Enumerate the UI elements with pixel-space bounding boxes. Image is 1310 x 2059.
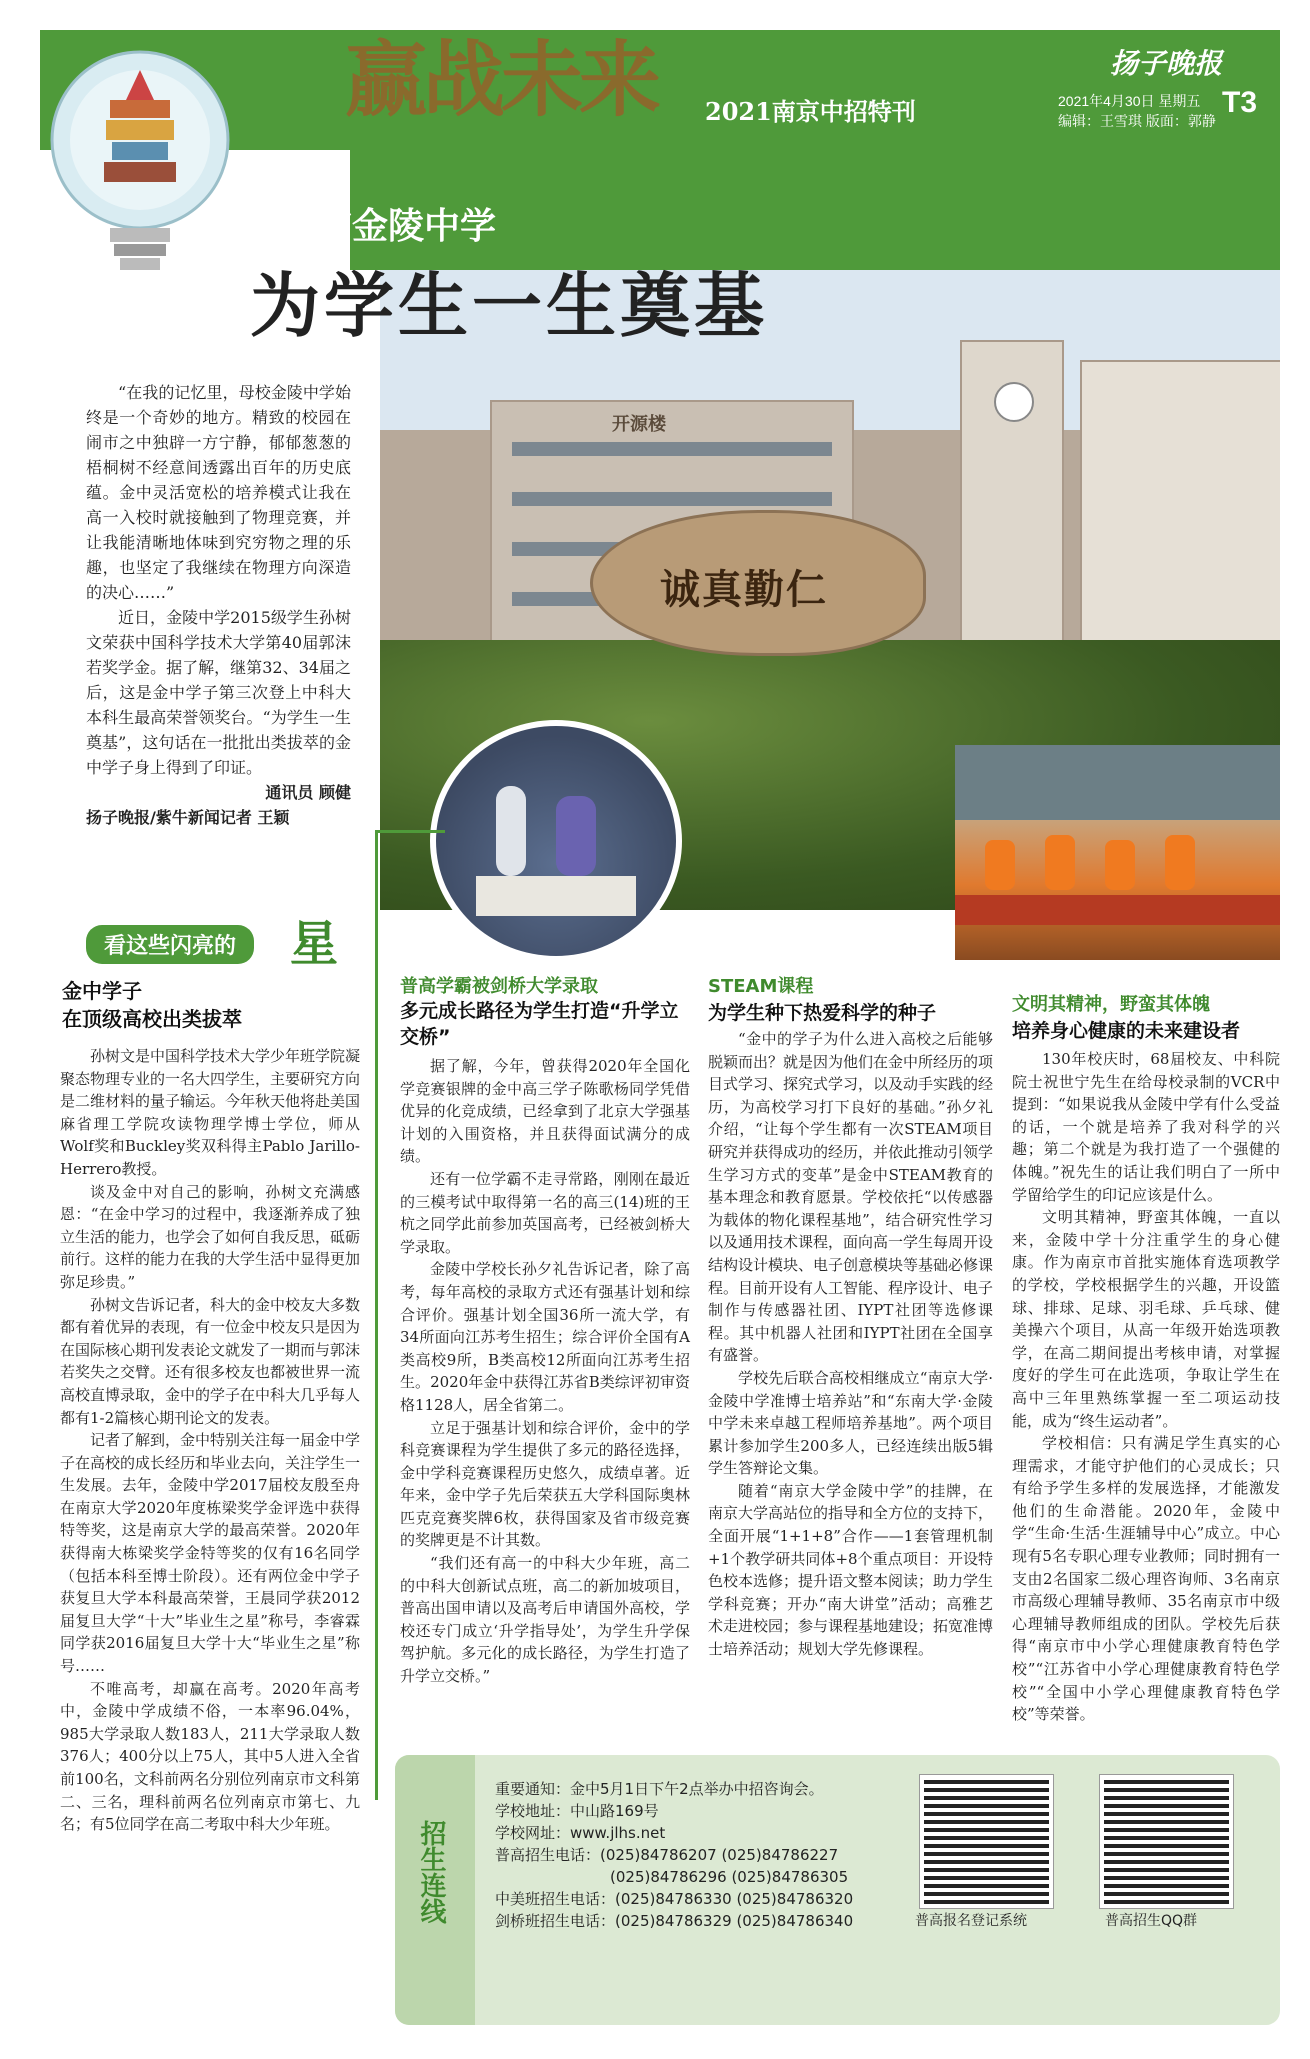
right-building [1080,360,1280,644]
headline: 为学生一生奠基 [250,265,768,347]
sino-us-phone-line: 中美班招生电话：(025)84786330 (025)84786320 [495,1890,854,1908]
school-name: 南京市金陵中学 [244,205,497,247]
editors-line: 编辑：王雪琪 版面：郭静 [1058,113,1216,129]
lead-section [86,380,351,830]
dragon-boat-photo [955,745,1280,960]
civil-paragraph: 文明其精神，野蛮其体魄，一直以来，金陵中学十分注重学生的身心健康。作为南京市首批实施体育选项教学的学校，学校根据学生的兴趣，开设篮球、排球、足球、羽毛球、乒乓球、健美操六个项目，从高一年级开始选项教学，在高二期间提出考核申请，对掌握度好的学生可在此选项，争取让学生在高中三年里熟练掌握一至二项运动技能，成为“终生运动者”。 [1012,1208,1280,1430]
date-line: 2021年4月30日 星期五 [1058,93,1201,109]
cambridge-kicker: 普高学霸被剑桥大学录取 [400,976,598,997]
qr-code-registration[interactable] [920,1775,1053,1908]
special-issue-title: 2021南京中招特刊 [705,97,916,126]
qr-code-qq-group[interactable] [1100,1775,1233,1908]
notice-line: 重要通知：金中5月1日下午2点举办中招咨询会。 [495,1780,824,1798]
steam-paragraph: 学校先后联合高校相继成立“南京大学·金陵中学准博士培养站”和“东南大学·金陵中学未来卓越工程师培养基地”。两个项目累计参加学生200多人，已经连续出版5辑学生答辩论文集。 [708,1368,993,1478]
star-subtitle-1: 金中学子 [62,979,142,1003]
cambridge-paragraph: “我们还有高一的中科大少年班，高二的中科大创新试点班，高二的新加坡项目，普高出国申请以及高考后申请国外高校，学校还专门成立‘升学指导处’，为学生升学保驾护航。多元化的成长路径，为学生打造了升学立交桥。” [400,1554,690,1686]
admissions-side-label: 招生连线 [416,1820,446,1924]
calligraphy-title: 赢战未来 [345,32,658,128]
star-paragraph: 不唯高考，却赢在高考。2020年高考中，金陵中学成绩不俗，一本率96.04%，985大学录取人数183人，211大学录取人数376人；400分以上75人，其中5人进入全省前100名，文科前两名分别位列南京市文科第二、三名，理科前两名位列南京市第七、九名；有5位同学在高二考取中科大少年班。 [60,1679,360,1834]
cambridge-title: 多元成长路径为学生打造“升学立交桥” [400,1000,679,1048]
paper-logo: 扬子晚报 [1110,47,1223,80]
robotics-photo [430,720,682,962]
steam-paragraph: “金中的学子为什么进入高校之后能够脱颖而出？就是因为他们在金中所经历的项目式学习、探究式学习，以及动手实践的经历，为高校学习打下良好的基础。”孙夕礼介绍，“让每个学生都有一次STEAM项目研究并获得成功的经历，并依此推动引领学生学习方式的变革”是金中STEAM教育的基本理念和教育愿景。学校依托“以传感器为载体的物化课程基地”，结合研究性学习以及通用技术课程，面向高一学生每周开设结构设计模块、电子创意模块等基础必修课程。目前开设有人工智能、程序设计、电子制作与传感器社团、IYPT社团等选修课程。其中机器人社团和IYPT社团在全国享有盛誉。 [708,1030,994,1365]
steam-paragraph: 随着“南京大学金陵中学”的挂牌，在南京大学高站位的指导和全方位的支持下，全面开展“1+1+8”合作——1套管理机制+1个教学研共同体+8个重点项目：开设特色校本选修；提升语文整本阅读；助力学生学科竞赛；开办“南大讲堂”活动；高雅艺术走进校园；参与课程基地建设；拓宽准博士培养活动；规划大学先修课程。 [708,1481,994,1659]
qr-caption-registration: 普高报名登记系统 [915,1913,1027,1929]
general-phone-line-2: (025)84786296 (025)84786305 [610,1868,849,1886]
cambridge-phone-line: 剑桥班招生电话：(025)84786329 (025)84786340 [495,1912,854,1930]
star-body [60,1045,360,1836]
civil-kicker: 文明其精神，野蛮其体魄 [1012,994,1210,1015]
star-badge [86,925,254,964]
cambridge-body [400,1055,690,1688]
civil-body [1012,1048,1280,1726]
star-badge-text: 看这些闪亮的 [104,934,237,959]
website-link[interactable]: 学校网址：www.jlhs.net [495,1824,666,1842]
star-paragraph: 孙树文告诉记者，科大的金中校友大多数都有着优异的表现，有一位金中校友只是因为在国际核心期刊发表论文就发了一期而与郭沫若奖失之交臂。还有很多校友也都被世界一流高校直博录取，金中的学子在中科大几乎每人都有1-2篇核心期刊论文的发表。 [60,1295,361,1427]
star-paragraph: 记者了解到，金中特别关注每一届金中学子在高校的成长经历和毕业去向，关注学生一生发展。去年，金陵中学2017届校友殷至舟在南京大学2020年度栋梁奖学金评选中获得特等奖，这是南京大学的最高荣誉。2020年获得南大栋梁奖学金特等奖的仅有16名同学（包括本科至博士阶段）。还有两位金中学子获复旦大学本科最高荣誉，王晨同学获2012届复旦大学“十大”毕业生之星”称号，李睿霖同学获2016届复旦大学十大“毕业生之星”称号…… [60,1431,361,1676]
steam-kicker: STEAM课程 [708,976,814,997]
lead-quote: “在我的记忆里，母校金陵中学始终是一个奇妙的地方。精致的校园在闹市之中独辟一方宁静，郁郁葱葱的梧桐树不经意间透露出百年的历史底蕴。金中灵活宽松的培养模式让我在高一入校时就接触到了物理竞赛，并让我能清晰地体味到究穷物之理的乐趣，也坚定了我继续在物理方向深造的决心……” [86,383,351,602]
cambridge-paragraph: 金陵中学校长孙夕礼告诉记者，除了高考，每年高校的录取方式还有强基计划和综合评价。强基计划全国36所一流大学，有34所面向江苏考生招生；综合评价全国有A类高校9所，B类高校12所面向江苏考生招生。2020年金中获得江苏省B类综评初审资格1128人，居全省第二。 [400,1260,690,1414]
admissions-info [495,1778,895,1932]
cambridge-paragraph: 立足于强基计划和综合评价，金中的学科竞赛课程为学生提供了多元的路径选择，金中学科竞赛课程历史悠久，成绩卓著。近年来，金中学子先后荣获五大学科国际奥林匹克竞赛奖牌6枚，获得国家及省市级竞赛的奖牌更是不计其数。 [400,1418,690,1550]
civil-paragraph: 学校相信：只有满足学生真实的心理需求，才能守护他们的心灵成长；只有给予学生多样的发展选择，才能激发他们的生命潜能。2020年，金陵中学“生命·生活·生涯辅导中心”成立。中心现有5名专职心理专业教师；同时拥有一支由2名国家二级心理咨询师、3名南京市高级心理辅导教师、35名南京市中级心理辅导教师组成的团队。学校先后获得“南京市中小学心理健康教育特色学校”“江苏省中小学心理健康教育特色学校”“全国中小学心理健康教育特色学校”等荣誉。 [1012,1434,1280,1724]
byline-correspondent: 通讯员 顾健 [265,783,351,802]
cambridge-paragraph: 据了解，今年，曾获得2020年全国化学竞赛银牌的金中高三学子陈歌杨同学凭借优异的化竞成绩，已经拿到了北京大学强基计划的入围资格，并且获得面试满分的成绩。 [400,1057,690,1166]
green-swoosh-vertical [375,830,378,1800]
byline-reporter: 扬子晚报/紫牛新闻记者 王颖 [86,808,290,827]
general-phone-line: 普高招生电话：(025)84786207 (025)84786227 [495,1846,839,1864]
cambridge-paragraph: 还有一位学霸不走寻常路，刚刚在最近的三模考试中取得第一名的高三(14)班的王杭之同学此前参加英国高考，已经被剑桥大学录取。 [400,1169,690,1256]
star-badge-big: 星 [290,916,339,972]
star-paragraph: 谈及金中对自己的影响，孙树文充满感恩：“在金中学习的过程中，我逐渐养成了独立生活的能力，也学会了如何自我反思，砥砺前行。这样的能力在我的大学生活中显得更加弥足珍贵。” [60,1182,361,1291]
lead-body: 近日，金陵中学2015级学生孙树文荣获中国科学技术大学第40届郭沫若奖学金。据了解，继第32、34届之后，这是金中学子第三次登上中科大本科生最高荣誉领奖台。“为学生一生奠基”，这句话在一批批出类拔萃的金中学子身上得到了印证。 [86,608,351,777]
civil-paragraph: 130年校庆时，68届校友、中科院院士祝世宁先生在给母校录制的VCR中提到：“如果说我从金陵中学有什么受益的话，一个就是培养了我对科学的兴趣；第二个就是为我打造了一个强健的体魄。”祝先生的话让我们明白了一所中学留给学生的印记应该是什么。 [1012,1050,1280,1204]
address-line: 学校地址：中山路169号 [495,1802,659,1820]
motto-stone-text: 诚真勤仁 [660,566,828,613]
star-subtitle-2: 在顶级高校出类拔萃 [62,1007,242,1031]
qr-caption-qq-group: 普高招生QQ群 [1105,1913,1198,1929]
steam-title: 为学生种下热爱科学的种子 [708,1002,937,1024]
green-swoosh-horizontal [375,830,445,833]
building-sign: 开源楼 [612,414,666,435]
star-paragraph: 孙树文是中国科学技术大学少年班学院凝聚态物理专业的一名大四学生，主要研究方向是二维材料的量子输运。今年秋天他将赴美国麻省理工学院攻读物理学博士学位，师从Wolf奖和Buckley奖双科得主Pablo Jarillo-Herrero教授。 [60,1047,361,1178]
civil-title: 培养身心健康的未来建设者 [1012,1020,1241,1042]
clock-tower [960,340,1064,644]
lightbulb-illustration [40,40,240,290]
steam-body [708,1028,993,1661]
page-number: T3 [1222,86,1258,119]
